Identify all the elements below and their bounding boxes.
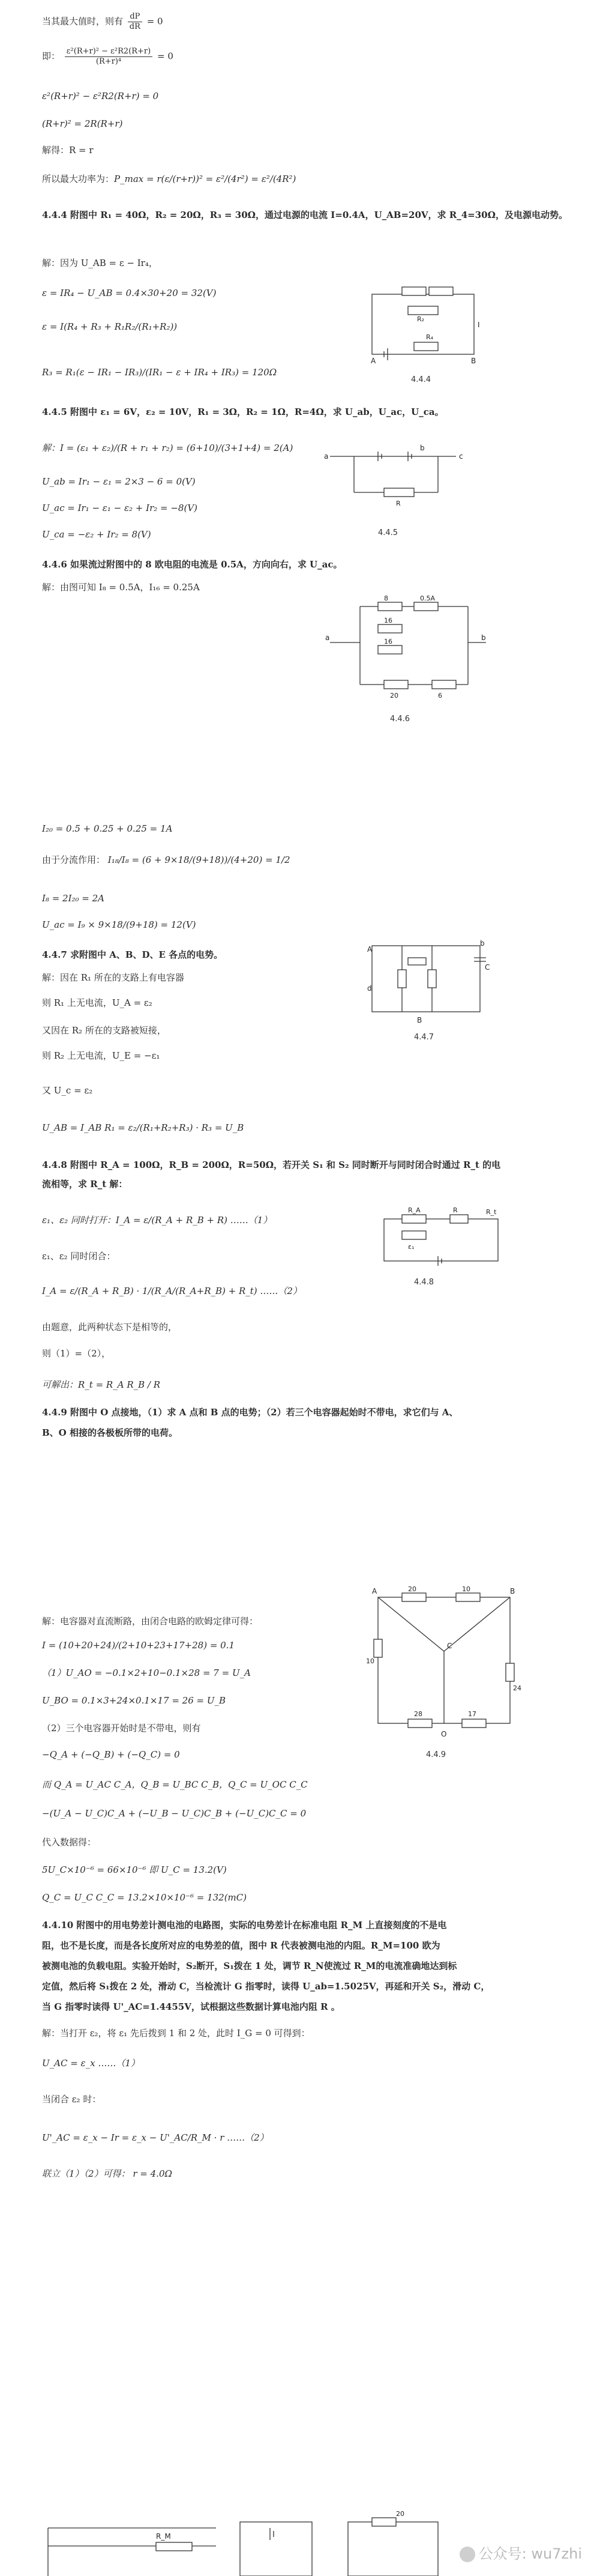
text-line: 则 R₁ 上无电流，U_A = ε₂ [42, 997, 152, 1008]
svg-text:b: b [480, 939, 485, 948]
svg-text:R_M: R_M [156, 2532, 171, 2541]
svg-text:B: B [471, 357, 476, 365]
circuit-figure-4-4-7 [360, 934, 492, 1030]
text-line: （2）三个电容器开始时是不带电，则有 [42, 1723, 201, 1734]
svg-text:b: b [481, 633, 486, 642]
figure-caption: 4.4.4 [411, 375, 431, 384]
equation: 5U_C×10⁻⁶ = 66×10⁻⁶ 即 U_C = 13.2(V) [42, 1864, 227, 1875]
problem-4-4-9-cont: B、O 相接的各极板所带的电荷。 [42, 1427, 178, 1438]
equation: U'_AC = ε_x − Ir = ε_x − U'_AC/R_M · r ……（2） [42, 2132, 269, 2143]
equation: U_BO = 0.1×3+24×0.1×17 = 26 = U_B [42, 1695, 226, 1706]
text-line: 解得：R = r [42, 145, 94, 156]
svg-text:6: 6 [438, 692, 442, 700]
svg-text:28: 28 [414, 1710, 422, 1718]
equation: U_ab = Ir₁ − ε₁ = 2×3 − 6 = 0(V) [42, 476, 196, 487]
text-line: 所以最大功率为：P_max = r(ε/(r+r))² = ε²/(4r²) = ε²/(4R²) [42, 174, 296, 184]
text-line: 则 R₂ 上无电流，U_E = −ε₁ [42, 1050, 160, 1061]
svg-text:B: B [417, 1016, 422, 1024]
problem-4-4-6: 4.4.6 如果流过附图中的 8 欧电阻的电流是 0.5A，方向向右，求 U_ac。 [42, 559, 343, 570]
equation: −Q_A + (−Q_B) + (−Q_C) = 0 [42, 1749, 180, 1760]
equation: ε²(R+r)² − ε²R2(R+r) = 0 [42, 91, 159, 101]
equation: U_AB = I_AB R₁ = ε₂/(R₁+R₂+R₃) · R₃ = U_B [42, 1122, 244, 1133]
figure-caption: 4.4.7 [414, 1033, 434, 1042]
text-line: 解：当打开 ε₂，将 ε₁ 先后拨到 1 和 2 处，此时 I_G = 0 可得到： [42, 2028, 310, 2039]
svg-text:8: 8 [384, 594, 388, 602]
equation: (R+r)² = 2R(R+r) [42, 118, 123, 129]
text-line: ε₁、ε₂ 同时闭合： [42, 1251, 116, 1262]
figure-caption: 4.4.5 [378, 528, 398, 537]
equation: I₈ = 2I₂₀ = 2A [42, 893, 105, 904]
circuit-figure-4-4-6 [324, 594, 492, 703]
text-line: 当其最大值时，则有 $\frac{dP}{dR}$ = 0 [42, 12, 163, 31]
circuit-figure-4-4-4 [360, 282, 486, 372]
text-line: 又因在 R₂ 所在的支路被短接， [42, 1025, 166, 1036]
svg-text:0.5A: 0.5A [420, 594, 436, 602]
text-line: 解：电容器对直流断路，由闭合电路的欧姆定律可得： [42, 1616, 259, 1627]
equation: 解：I = (ε₁ + ε₂)/(R + r₁ + r₂) = (6+10)/(3+1+4) = 2(A) [42, 443, 293, 453]
text-line: 解：因为 U_AB = ε − Ir₄， [42, 258, 158, 268]
equation: ε₁、ε₂ 同时打开：I_A = ε/(R_A + R_B + R) ……（1） [42, 1215, 272, 1226]
svg-text:b: b [420, 444, 425, 452]
text-line: 即： $\frac{\text{ε²(R+r)² − ε²R2(R+r)}}{\text{(R+r)⁴}}$ = 0 [42, 47, 173, 66]
figure-caption: 4.4.8 [414, 1278, 434, 1287]
problem-4-4-10-l3: 被测电池的负载电阻。实验开始时，S₂断开，S₁拨在 1 处，调节 R_N使流过 R_M的电流准确地达到标 [42, 1961, 457, 1971]
svg-text:20: 20 [390, 692, 398, 700]
svg-text:R₄: R₄ [426, 333, 434, 341]
text-line: 由于分流作用： I₁₈/I₈ = (6 + 9×18/(9+18))/(4+20) = 1/2 [42, 854, 290, 865]
problem-4-4-4: 4.4.4 附图中 R₁ = 40Ω，R₂ = 20Ω，R₃ = 30Ω，通过电源的电流 I=0.4A，U_AB=20V，求 R_4=30Ω，及电源电动势。 [42, 210, 568, 220]
svg-text:R_t: R_t [486, 1208, 497, 1216]
circuit-figure-4-4-9 [366, 1585, 522, 1747]
equation: U_ca = −ε₂ + Ir₂ = 8(V) [42, 529, 151, 540]
svg-text:24: 24 [513, 1684, 521, 1692]
equation: R₃ = R₁(ε − IR₁ − IR₃)/(IR₁ − ε + IR₄ + IR₃) = 120Ω [42, 367, 277, 378]
svg-text:20: 20 [408, 1585, 416, 1593]
equation: 可解出：R_t = R_A R_B / R [42, 1379, 161, 1390]
equation: I = (10+20+24)/(2+10+23+17+28) = 0.1 [42, 1640, 235, 1651]
svg-text:ε₁: ε₁ [408, 1243, 415, 1251]
svg-text:A: A [371, 357, 376, 365]
text-line: 由题意，此两种状态下是相等的， [42, 1322, 178, 1332]
svg-text:16: 16 [384, 617, 392, 624]
figure-caption: 4.4.9 [426, 1750, 446, 1759]
problem-4-4-7: 4.4.7 求附图中 A、B、D、E 各点的电势。 [42, 949, 223, 960]
wechat-icon [460, 2547, 475, 2562]
svg-text:c: c [459, 452, 463, 461]
equation: 联立（1）（2）可得： r = 4.0Ω [42, 2168, 172, 2179]
equation: U_ac = I₉ × 9×18/(9+18) = 12(V) [42, 919, 196, 930]
watermark: 公众号: wu7zhi [460, 2542, 582, 2563]
svg-text:C: C [447, 1642, 452, 1650]
equation: ε = IR₄ − U_AB = 0.4×30+20 = 32(V) [42, 288, 217, 298]
svg-text:a: a [325, 633, 330, 642]
figure-caption: 4.4.6 [390, 715, 410, 724]
equation: U_AC = ε_x ……（1） [42, 2058, 140, 2069]
equation: I_A = ε/(R_A + R_B) · 1/(R_A/(R_A+R_B) + R_t) ……（2） [42, 1286, 302, 1296]
equation: −(U_A − U_C)C_A + (−U_B − U_C)C_B + (−U_C)C_C = 0 [42, 1808, 307, 1819]
problem-4-4-8-cont: 流相等，求 R_t 解： [42, 1179, 128, 1190]
text-line: 代入数据得： [42, 1837, 97, 1848]
svg-text:10: 10 [462, 1585, 470, 1593]
equation: I₂₀ = 0.5 + 0.25 + 0.25 = 1A [42, 823, 173, 834]
problem-4-4-8: 4.4.8 附图中 R_A = 100Ω，R_B = 200Ω，R=50Ω，若开关 S₁ 和 S₂ 同时断开与同时闭合时通过 R_t 的电 [42, 1160, 501, 1170]
svg-text:I: I [478, 321, 480, 329]
svg-text:16: 16 [384, 638, 392, 646]
svg-text:d: d [367, 984, 372, 993]
problem-4-4-10: 4.4.10 附图中的用电势差计测电池的电路图，实际的电势差计在标准电阻 R_M 上直接刻度的不是电 [42, 1920, 447, 1930]
text-line: 又 U_c = ε₂ [42, 1085, 93, 1096]
text-line: 解：由图可知 I₈ = 0.5A，I₁₆ = 0.25A [42, 582, 200, 593]
equation: ε = I(R₄ + R₃ + R₁R₂/(R₁+R₂)) [42, 321, 178, 332]
problem-4-4-10-l5: 当 G 指零时读得 U'_AC=1.4455V，试根据这些数据计算电池内阻 R 。 [42, 2001, 340, 2012]
problem-4-4-10-l4: 定值，然后将 S₁拨在 2 处，滑动 C，当检流计 G 指零时，读得 U_ab=1.5025V，再延和开关 S₂，滑动 C， [42, 1981, 490, 1992]
svg-text:20: 20 [396, 2510, 404, 2518]
svg-text:A: A [367, 945, 373, 954]
svg-text:R₂: R₂ [417, 315, 425, 323]
svg-text:17: 17 [468, 1710, 476, 1718]
text-line: 则（1）=（2）， [42, 1348, 111, 1359]
svg-text:a: a [324, 452, 329, 461]
svg-text:B: B [510, 1587, 515, 1595]
svg-text:R: R [453, 1207, 458, 1214]
svg-text:C: C [485, 963, 490, 972]
equation: （1）U_AO = −0.1×2+10−0.1×28 = 7 = U_A [42, 1667, 251, 1678]
equation: Q_C = U_C C_C = 13.2×10×10⁻⁶ = 132(mC) [42, 1892, 247, 1903]
circuit-figure-4-4-5 [318, 438, 468, 510]
equation: U_ac = Ir₁ − ε₁ − ε₂ + Ir₂ = −8(V) [42, 503, 197, 513]
svg-text:R: R [396, 500, 401, 507]
svg-text:R_A: R_A [408, 1207, 421, 1214]
text-line: 当闭合 ε₂ 时： [42, 2094, 101, 2105]
problem-4-4-5: 4.4.5 附图中 ε₁ = 6V，ε₂ = 10V，R₁ = 3Ω，R₂ = 1Ω，R=4Ω，求 U_ab，U_ac，U_ca。 [42, 407, 444, 417]
circuit-figure-4-4-8 [378, 1207, 504, 1273]
problem-4-4-9: 4.4.9 附图中 O 点接地，（1）求 A 点和 B 点的电势；（2）若三个电容器起始时不带电，求它们与 A、 [42, 1407, 458, 1418]
svg-text:O: O [441, 1730, 447, 1738]
text-line: 解：因在 R₁ 所在的支路上有电容器 [42, 972, 184, 983]
svg-text:10: 10 [366, 1657, 374, 1665]
equation: 而 Q_A = U_AC C_A，Q_B = U_BC C_B，Q_C = U_OC C_C [42, 1779, 308, 1790]
problem-4-4-10-l2: 阻，也不是长度，而是各长度所对应的电势差的值，图中 R 代表被测电池的内阻。R_M=100 欧为 [42, 1940, 440, 1951]
svg-text:A: A [372, 1587, 377, 1595]
